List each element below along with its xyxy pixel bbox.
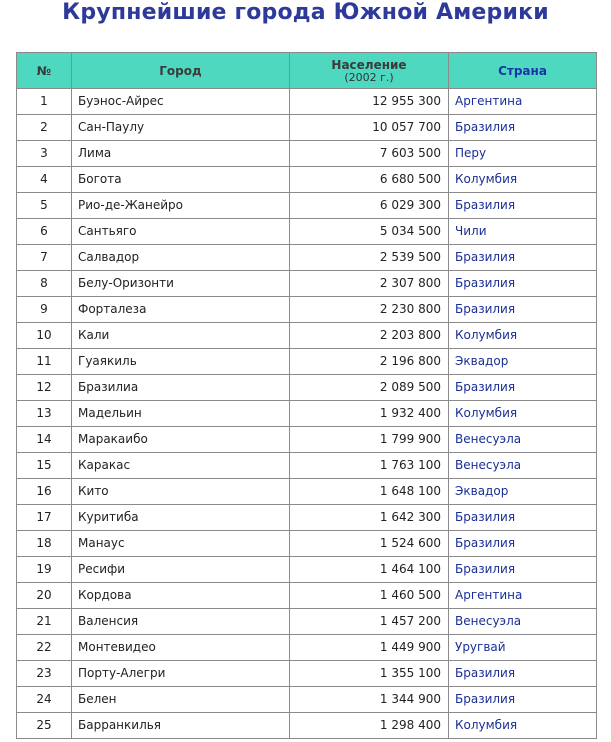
population-value: 12 955 300	[290, 89, 449, 115]
table-row	[17, 167, 597, 193]
table-row	[17, 557, 597, 583]
city-name: Сан-Паулу	[72, 115, 290, 141]
population-value: 6 029 300	[290, 193, 449, 219]
table-row	[17, 89, 597, 115]
row-number: 5	[17, 193, 72, 219]
row-number: 6	[17, 219, 72, 245]
cities-table	[16, 52, 597, 739]
population-value: 1 763 100	[290, 453, 449, 479]
table-row	[17, 271, 597, 297]
table-body	[17, 89, 597, 739]
city-name: Мадельин	[72, 401, 290, 427]
city-name: Монтевидео	[72, 635, 290, 661]
population-value: 1 464 100	[290, 557, 449, 583]
population-value: 1 298 400	[290, 713, 449, 739]
population-value: 7 603 500	[290, 141, 449, 167]
city-name: Рио-де-Жанейро	[72, 193, 290, 219]
city-name: Лима	[72, 141, 290, 167]
country-name: Бразилия	[449, 505, 597, 531]
table-header	[17, 53, 597, 89]
table-row	[17, 713, 597, 739]
city-name: Форталеза	[72, 297, 290, 323]
table-row	[17, 505, 597, 531]
city-name: Бразилиа	[72, 375, 290, 401]
row-number: 20	[17, 583, 72, 609]
country-name: Перу	[449, 141, 597, 167]
country-name: Венесуэла	[449, 453, 597, 479]
header-population	[290, 53, 449, 89]
page-title: Крупнейшие города Южной Америки	[62, 0, 549, 25]
header-row	[17, 53, 597, 89]
country-name: Бразилия	[449, 661, 597, 687]
row-number: 13	[17, 401, 72, 427]
country-name: Бразилия	[449, 687, 597, 713]
city-name: Куритиба	[72, 505, 290, 531]
population-value: 1 344 900	[290, 687, 449, 713]
header-population-label: Население	[331, 57, 407, 72]
population-value: 1 799 900	[290, 427, 449, 453]
row-number: 23	[17, 661, 72, 687]
row-number: 19	[17, 557, 72, 583]
row-number: 4	[17, 167, 72, 193]
country-name: Эквадор	[449, 479, 597, 505]
population-value: 2 203 800	[290, 323, 449, 349]
country-name: Аргентина	[449, 583, 597, 609]
table-row	[17, 115, 597, 141]
row-number: 10	[17, 323, 72, 349]
city-name: Сантьяго	[72, 219, 290, 245]
row-number: 1	[17, 89, 72, 115]
city-name: Кордова	[72, 583, 290, 609]
country-name: Бразилия	[449, 531, 597, 557]
table-row	[17, 375, 597, 401]
row-number: 11	[17, 349, 72, 375]
row-number: 17	[17, 505, 72, 531]
country-name: Бразилия	[449, 245, 597, 271]
population-value: 1 355 100	[290, 661, 449, 687]
country-name: Бразилия	[449, 557, 597, 583]
country-name: Бразилия	[449, 375, 597, 401]
row-number: 24	[17, 687, 72, 713]
row-number: 22	[17, 635, 72, 661]
row-number: 15	[17, 453, 72, 479]
row-number: 18	[17, 531, 72, 557]
table-row	[17, 297, 597, 323]
header-population-year: (2002 г.)	[344, 70, 394, 84]
table-row	[17, 635, 597, 661]
city-name: Манаус	[72, 531, 290, 557]
table-row	[17, 453, 597, 479]
city-name: Богота	[72, 167, 290, 193]
city-name: Белу-Оризонти	[72, 271, 290, 297]
row-number: 25	[17, 713, 72, 739]
header-city: Город	[72, 53, 290, 89]
row-number: 8	[17, 271, 72, 297]
row-number: 16	[17, 479, 72, 505]
population-value: 1 932 400	[290, 401, 449, 427]
table-row	[17, 687, 597, 713]
header-num: №	[17, 53, 72, 89]
country-name: Бразилия	[449, 115, 597, 141]
country-name: Колумбия	[449, 167, 597, 193]
city-name: Каракас	[72, 453, 290, 479]
row-number: 3	[17, 141, 72, 167]
city-name: Маракаибо	[72, 427, 290, 453]
country-name: Венесуэла	[449, 609, 597, 635]
population-value: 6 680 500	[290, 167, 449, 193]
city-name: Белен	[72, 687, 290, 713]
row-number: 2	[17, 115, 72, 141]
country-name: Эквадор	[449, 349, 597, 375]
city-name: Кито	[72, 479, 290, 505]
population-value: 2 196 800	[290, 349, 449, 375]
country-name: Бразилия	[449, 193, 597, 219]
country-name: Чили	[449, 219, 597, 245]
population-value: 2 230 800	[290, 297, 449, 323]
city-name: Валенсия	[72, 609, 290, 635]
country-name: Бразилия	[449, 297, 597, 323]
row-number: 7	[17, 245, 72, 271]
city-name: Гуаякиль	[72, 349, 290, 375]
table-row	[17, 349, 597, 375]
population-value: 10 057 700	[290, 115, 449, 141]
header-country: Страна	[449, 53, 597, 89]
country-name: Аргентина	[449, 89, 597, 115]
population-value: 2 089 500	[290, 375, 449, 401]
table-row	[17, 219, 597, 245]
table-row	[17, 583, 597, 609]
row-number: 14	[17, 427, 72, 453]
city-name: Барранкилья	[72, 713, 290, 739]
table-row	[17, 401, 597, 427]
population-value: 1 524 600	[290, 531, 449, 557]
row-number: 21	[17, 609, 72, 635]
country-name: Колумбия	[449, 401, 597, 427]
population-value: 1 648 100	[290, 479, 449, 505]
population-value: 1 449 900	[290, 635, 449, 661]
population-value: 5 034 500	[290, 219, 449, 245]
row-number: 12	[17, 375, 72, 401]
table-row	[17, 427, 597, 453]
table-row	[17, 479, 597, 505]
table-row	[17, 193, 597, 219]
population-value: 2 539 500	[290, 245, 449, 271]
table-row	[17, 323, 597, 349]
country-name: Бразилия	[449, 271, 597, 297]
population-value: 2 307 800	[290, 271, 449, 297]
city-name: Кали	[72, 323, 290, 349]
country-name: Уругвай	[449, 635, 597, 661]
country-name: Колумбия	[449, 713, 597, 739]
table-row	[17, 661, 597, 687]
table-row	[17, 531, 597, 557]
population-value: 1 642 300	[290, 505, 449, 531]
table-row	[17, 245, 597, 271]
country-name: Венесуэла	[449, 427, 597, 453]
city-name: Ресифи	[72, 557, 290, 583]
population-value: 1 460 500	[290, 583, 449, 609]
table-row	[17, 609, 597, 635]
city-name: Порту-Алегри	[72, 661, 290, 687]
table-row	[17, 141, 597, 167]
population-value: 1 457 200	[290, 609, 449, 635]
row-number: 9	[17, 297, 72, 323]
city-name: Салвадор	[72, 245, 290, 271]
city-name: Буэнос-Айрес	[72, 89, 290, 115]
country-name: Колумбия	[449, 323, 597, 349]
